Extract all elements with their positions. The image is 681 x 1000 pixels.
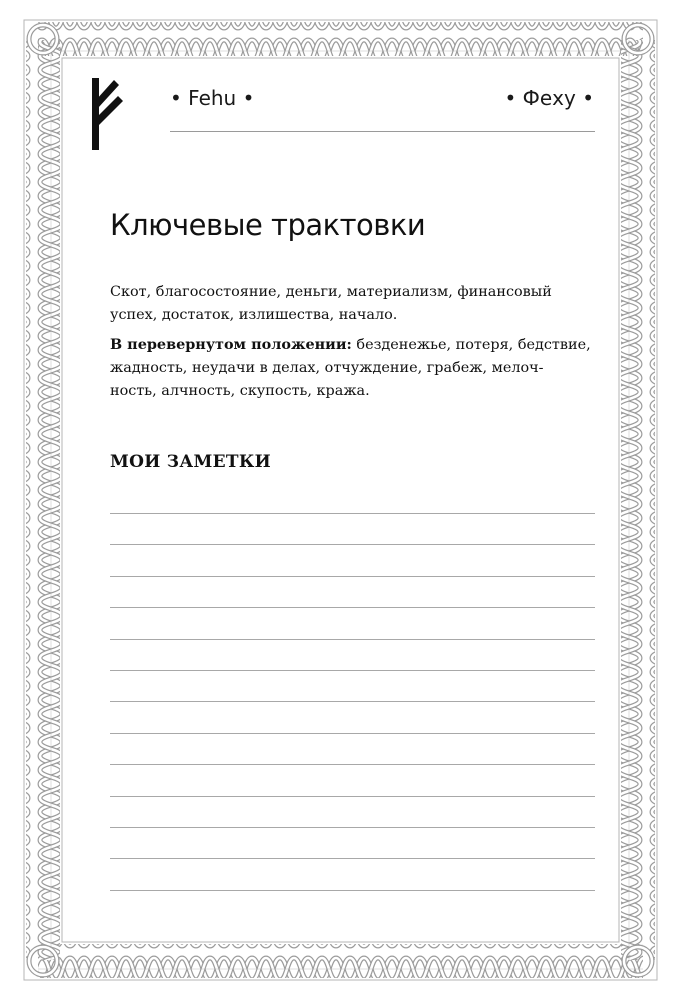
my-notes-title: МОИ ЗАМЕТКИ [110, 452, 271, 472]
reversed-text: безденежье, потеря, бедствие, [351, 337, 591, 353]
rune-name-cyrillic: • Феху • [504, 86, 594, 110]
key-interpretations-title: Ключевые трактовки [110, 208, 426, 242]
upright-line: Скот, благосостояние, деньги, материализм, финансовый [110, 284, 552, 300]
note-line [110, 639, 595, 640]
note-line [110, 576, 595, 577]
rune-name-latin: • Fehu • [170, 86, 255, 110]
reversed-label: В перевернутом положении: [110, 336, 352, 353]
note-line [110, 670, 595, 671]
note-line [110, 764, 595, 765]
upright-line: успех, достаток, излишества, начало. [110, 307, 398, 323]
note-line [110, 733, 595, 734]
note-line [110, 607, 595, 608]
note-line [110, 513, 595, 514]
note-line [110, 796, 595, 797]
note-line [110, 544, 595, 545]
reversed-line: жадность, неудачи в делах, отчуждение, грабеж, мелоч- [110, 360, 544, 376]
reversed-line: ность, алчность, скупость, кража. [110, 383, 370, 399]
note-line [110, 858, 595, 859]
note-line [110, 890, 595, 891]
note-line [110, 827, 595, 828]
notes-lines-area[interactable] [110, 0, 595, 1000]
note-line [110, 701, 595, 702]
